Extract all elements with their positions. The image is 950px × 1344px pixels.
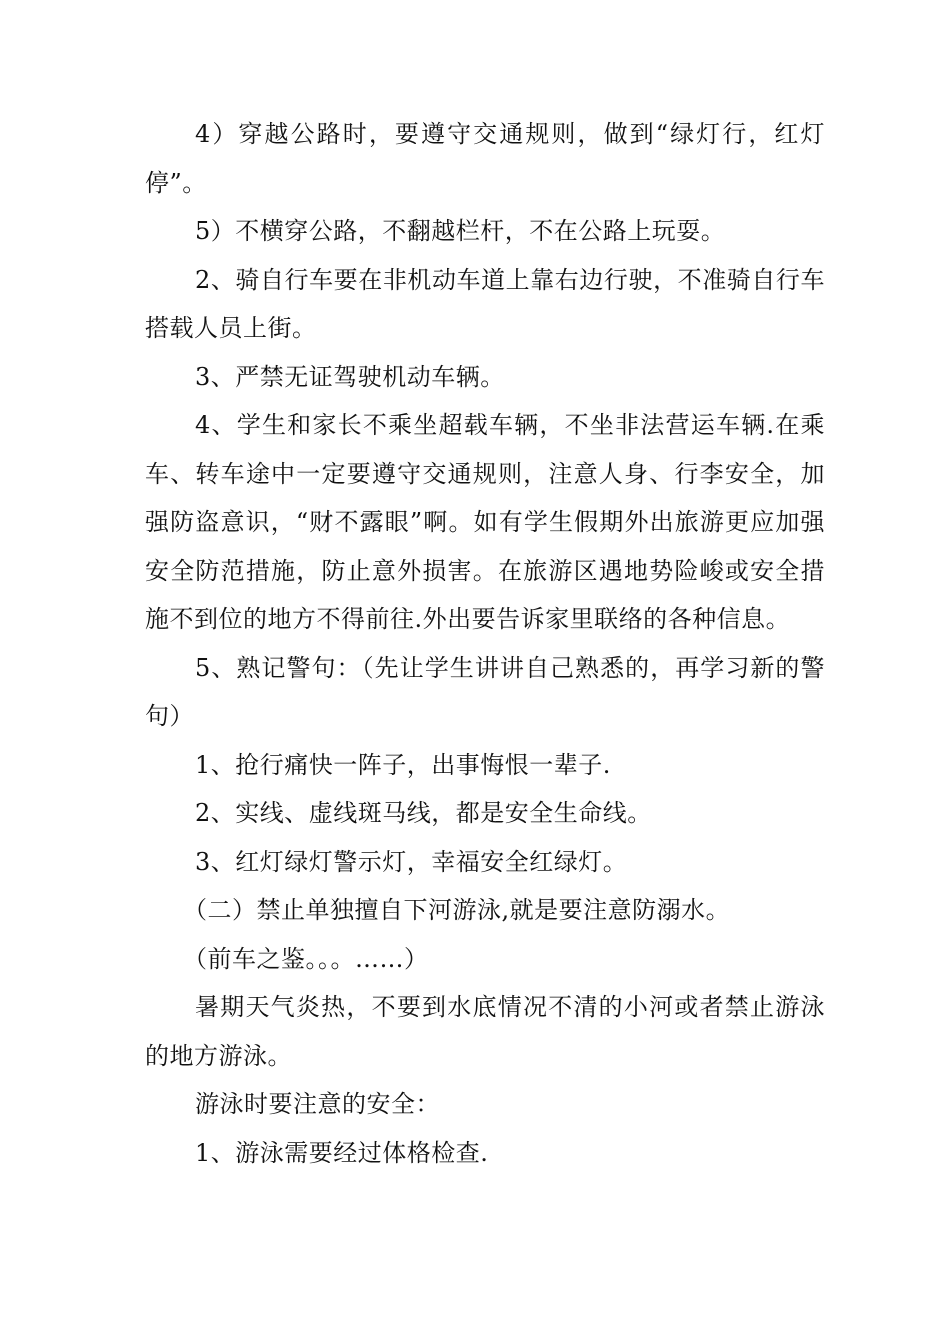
paragraph-crossing-road: 4）穿越公路时，要遵守交通规则，做到“绿灯行，红灯停”。 xyxy=(145,120,825,197)
paragraph-vehicle-safety: 4、学生和家长不乘坐超载车辆，不坐非法营运车辆.在乘车、转车途中一定要遵守交通规则，注意人身、行李安全，加强防盗意识，“财不露眼”啊。如有学生假期外出旅游更应加强安全防范措施，防止意外损害。在旅游区遇地势险峻或安全措施不到位的地方不得前往.外出要告诉家里联络的各种信息。 xyxy=(145,411,825,633)
slogan-item-3: 3、红灯绿灯警示灯，幸福安全红绿灯。 xyxy=(195,847,628,876)
paragraph-no-jaywalking: 5）不横穿公路，不翻越栏杆，不在公路上玩耍。 xyxy=(195,217,726,245)
document-body xyxy=(145,110,825,1177)
paragraph-lesson: （前车之鉴。。。……） xyxy=(183,944,429,973)
slogan-item-2: 2、实线、虚线斑马线，都是安全生命线。 xyxy=(195,799,652,827)
swimming-item-1: 1、游泳需要经过体格检查. xyxy=(195,1138,489,1167)
paragraph-slogans-intro: 5、熟记警句：（先让学生讲讲自己熟悉的，再学习新的警句） xyxy=(145,653,825,730)
section-heading-swimming: （二）禁止单独擅自下河游泳,就是要注意防溺水。 xyxy=(183,896,731,924)
paragraph-summer-heat: 暑期天气炎热，不要到水底情况不清的小河或者禁止游泳的地方游泳。 xyxy=(145,993,825,1070)
slogan-item-1: 1、抢行痛快一阵子，出事悔恨一辈子. xyxy=(195,750,611,779)
paragraph-no-license: 3、严禁无证驾驶机动车辆。 xyxy=(195,362,505,391)
paragraph-bicycle: 2、骑自行车要在非机动车道上靠右边行驶，不准骑自行车搭载人员上街。 xyxy=(145,265,825,342)
paragraph-swimming-safety: 游泳时要注意的安全： xyxy=(195,1090,440,1118)
